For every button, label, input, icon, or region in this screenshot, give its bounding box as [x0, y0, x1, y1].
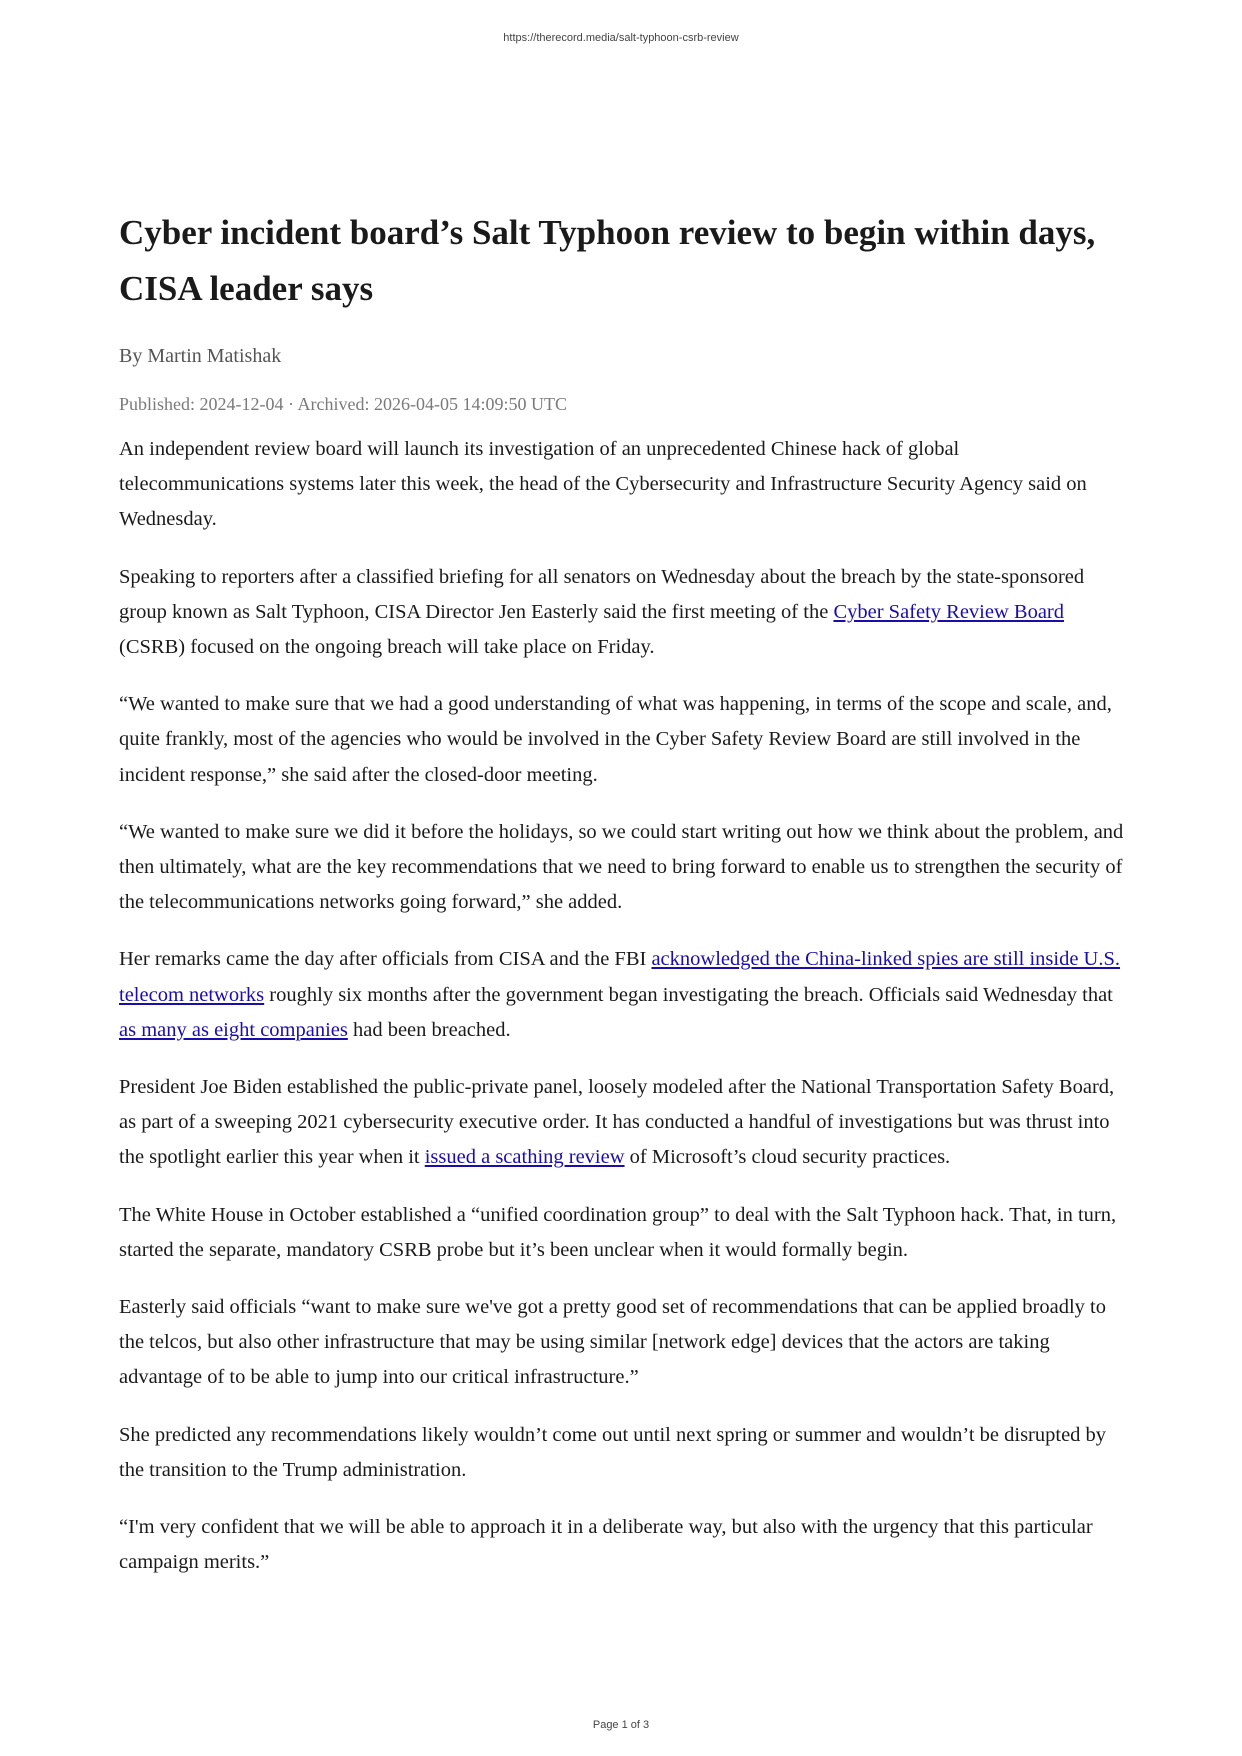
paragraph-3: “We wanted to make sure that we had a good understanding of what was happening, in terms of the scope and scale, and, quite frankly, most of the agencies who would be involved in the Cyber Safety Review Board are still involved in the incident response,” she said after the closed-door meeting.	[119, 693, 1112, 786]
paragraph-text: of Microsoft’s cloud security practices.	[624, 1146, 951, 1169]
paragraph-text: Speaking to reporters after a classified briefing for all senators on Wednesday about the breach by the state-sponsored group known as Salt Typhoon, CISA Director Jen Easterly said the first meeting of the	[119, 565, 1085, 623]
link-cyber-safety-review-board[interactable]: Cyber Safety Review Board	[833, 600, 1065, 623]
byline: By Martin Matishak	[119, 345, 282, 367]
article-body	[119, 432, 1129, 1580]
paragraph-text: President Joe Biden established the public-private panel, loosely modeled after the National Transportation Safety Board, as part of a sweeping 2021 cybersecurity executive order. It has conducted a handful of investigations but was thrust into the spotlight earlier this year when it	[119, 1076, 1115, 1169]
link-scathing-review[interactable]: issued a scathing review	[424, 1146, 625, 1169]
publish-meta: Published: 2024-12-04 · Archived: 2026-04-05 14:09:50 UTC	[119, 394, 567, 414]
paragraph-4: “We wanted to make sure we did it before the holidays, so we could start writing out how we think about the problem, and then ultimately, what are the key recommendations that we need to bring forward to enable us to strengthen the security of the telecommunications networks going forward,” she added.	[119, 820, 1124, 914]
paragraph-1: An independent review board will launch its investigation of an unprecedented Chinese hack of global telecommunications systems later this week, the head of the Cybersecurity and Infrastructure Security Agency said on Wednesday.	[119, 438, 1087, 531]
link-eight-companies[interactable]: as many as eight companies	[119, 1018, 348, 1041]
paragraph-9: She predicted any recommendations likely wouldn’t come out until next spring or summer and wouldn’t be disrupted by the transition to the Trump administration.	[119, 1423, 1107, 1481]
paragraph-6	[119, 1070, 1129, 1176]
article	[119, 205, 1129, 1602]
source-url: https://therecord.media/salt-typhoon-csrb-review	[503, 32, 739, 44]
paragraph-8: Easterly said officials “want to make sure we've got a pretty good set of recommendations that can be applied broadly to the telcos, but also other infrastructure that may be using similar [network edge] devices that the actors are taking advantage of to be able to jump into our critical infrastructure.”	[119, 1296, 1107, 1389]
paragraph-text: Her remarks came the day after officials from CISA and the FBI	[119, 948, 652, 971]
article-title: Cyber incident board’s Salt Typhoon review to begin within days, CISA leader says	[119, 213, 1096, 308]
link-china-linked-spies[interactable]: acknowledged the China-linked spies are still inside U.S. telecom networks	[119, 948, 1121, 1006]
paragraph-text: had been breached.	[347, 1018, 511, 1041]
paragraph-7: The White House in October established a “unified coordination group” to deal with the Salt Typhoon hack. That, in turn, started the separate, mandatory CSRB probe but it’s been unclear when it would formally begin.	[119, 1203, 1117, 1261]
paragraph-text: roughly six months after the government began investigating the breach. Officials said Wednesday that	[264, 983, 1113, 1006]
paragraph-5	[119, 942, 1129, 1048]
paragraph-text: (CSRB) focused on the ongoing breach will take place on Friday.	[119, 636, 655, 659]
paragraph-2	[119, 560, 1129, 666]
paragraph-10: “I'm very confident that we will be able to approach it in a deliberate way, but also with the urgency that this particular campaign merits.”	[119, 1516, 1093, 1574]
page-number: Page 1 of 3	[592, 1719, 650, 1731]
